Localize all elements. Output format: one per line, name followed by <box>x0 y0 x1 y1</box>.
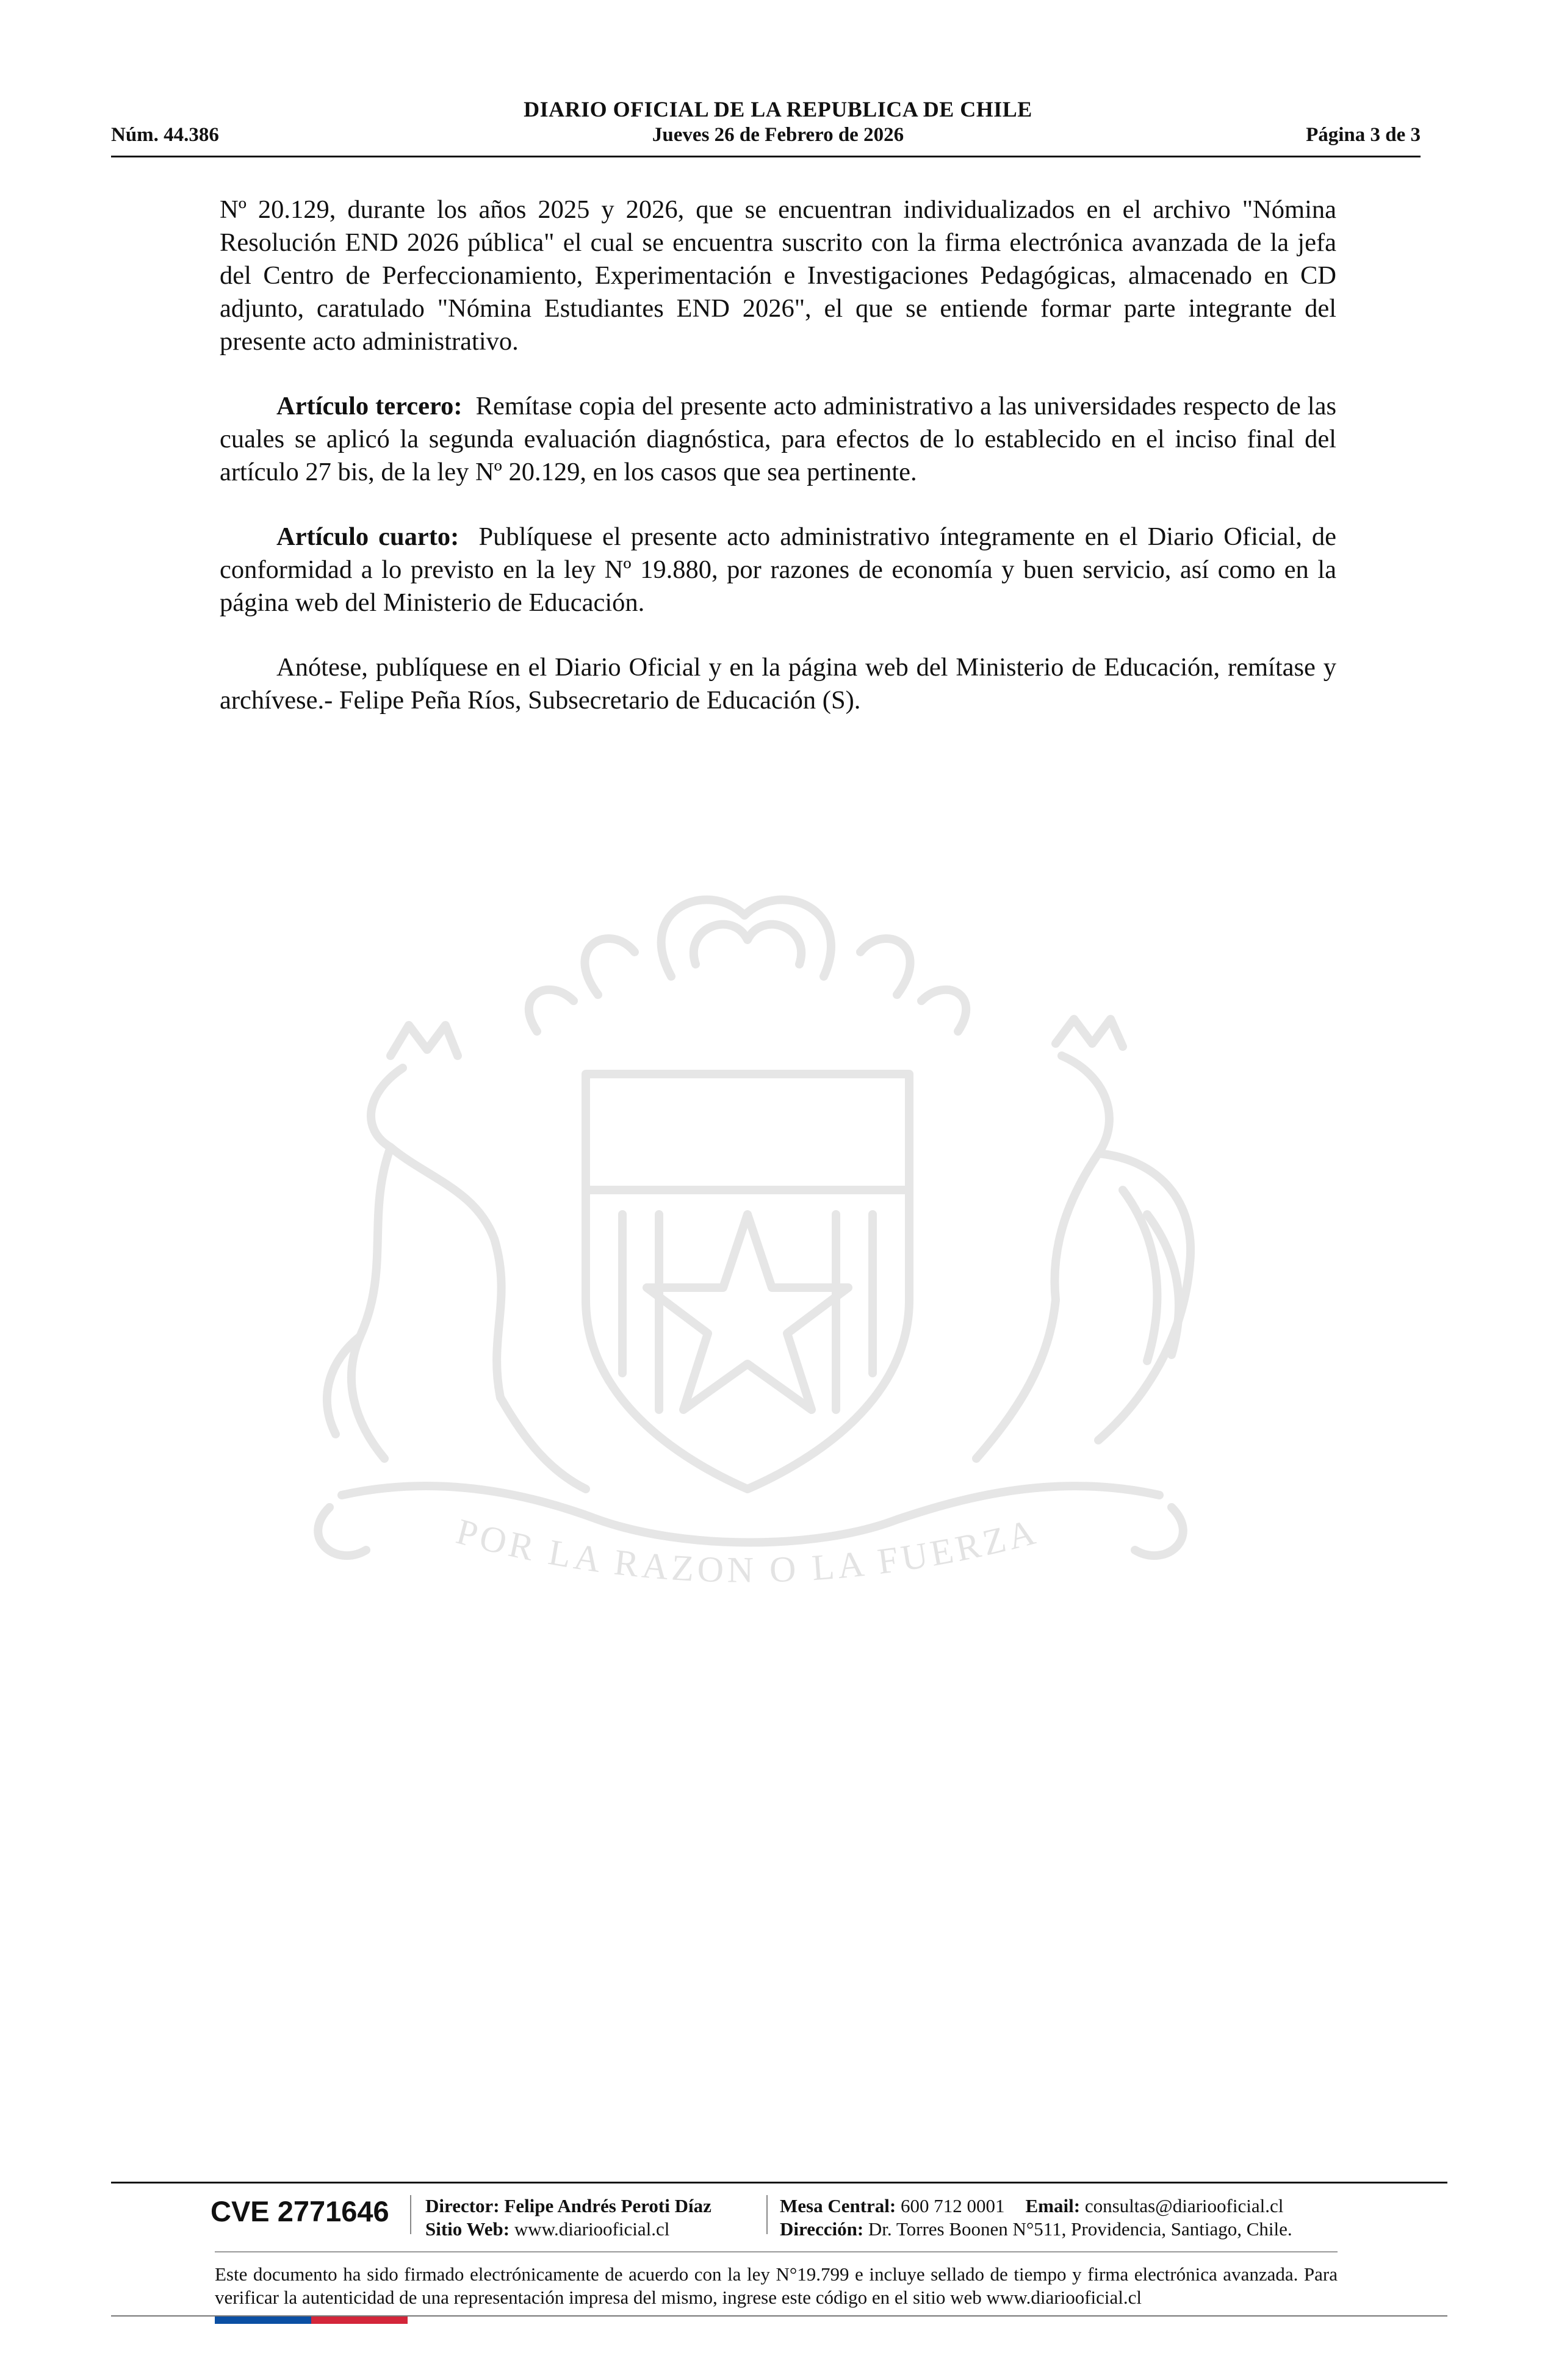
footer-divider-top <box>111 2182 1447 2183</box>
website-label: Sitio Web: <box>425 2218 510 2240</box>
article-third <box>220 390 1336 489</box>
article-fourth-label: Artículo cuarto: <box>276 522 459 551</box>
article-third-text: Remítase copia del presente acto administrativo a las universidades respecto de las cuales se aplicó la segunda evaluación diagnóstica, para efectos de lo establecido en el inciso final del artículo 27 bis, de la ley Nº 20.129, en los casos que sea pertinente. <box>220 392 1337 486</box>
footer-director-block <box>425 2194 711 2241</box>
newspaper-title: DIARIO OFICIAL DE LA REPUBLICA DE CHILE <box>524 97 1032 121</box>
issue-date: Jueves 26 de Febrero de 2026 <box>652 124 904 146</box>
watermark-motto: POR LA RAZON O LA FUERZA <box>452 1510 1043 1590</box>
document-body <box>220 193 1336 717</box>
flag-stripe-red <box>311 2317 408 2324</box>
header-divider <box>111 156 1421 157</box>
email-label: Email: <box>1025 2195 1081 2216</box>
page-indicator: Página 3 de 3 <box>1306 124 1421 146</box>
email-link[interactable]: consultas@diariooficial.cl <box>1084 2195 1284 2216</box>
footer-separator <box>410 2195 411 2234</box>
article-fourth-text: Publíquese el presente acto administrativo íntegramente en el Diario Oficial, de conformidad a lo previsto en la ley Nº 19.880, por razones de economía y buen servicio, así como en la página web del Ministerio de Educación. <box>220 522 1337 617</box>
footer-divider-middle <box>215 2251 1338 2252</box>
paragraph-continuation: Nº 20.129, durante los años 2025 y 2026, que se encuentran individualizados en el archivo "Nómina Resolución END 2026 pública" el cual se encuentra suscrito con la firma electrónica avanzada de la jefa del Centro de Perfeccionamiento, Experimentación e Investigaciones Pedagógicas, almacenado en CD adjunto, caratulado "Nómina Estudiantes END 2026", el que se entiende formar parte integrante del presente acto administrativo. <box>220 195 1336 356</box>
director-name: Felipe Andrés Peroti Díaz <box>504 2195 711 2216</box>
director-label: Director: <box>425 2195 500 2216</box>
phone-number: 600 712 0001 <box>901 2195 1005 2216</box>
issue-number: Núm. 44.386 <box>111 124 219 146</box>
footer-separator <box>766 2195 768 2234</box>
coat-of-arms-watermark <box>207 873 1300 1666</box>
cve-code: CVE 2771646 <box>211 2195 389 2227</box>
address-label: Dirección: <box>780 2218 864 2240</box>
electronic-signature-note: Este documento ha sido firmado electrónicamente de acuerdo con la ley N°19.799 e incluye sellado de tiempo y firma electrónica avanzada. Para verificar la autenticidad de una representación impresa del mismo, ingrese este código en el sitio web www.diariooficial.cl <box>215 2263 1338 2308</box>
phone-label: Mesa Central: <box>780 2195 896 2216</box>
footer-contact-block <box>780 2194 1292 2241</box>
address-text: Dr. Torres Boonen N°511, Providencia, Santiago, Chile. <box>868 2218 1292 2240</box>
flag-stripe-blue <box>215 2317 311 2324</box>
website-link[interactable]: www.diariooficial.cl <box>514 2218 670 2240</box>
closing-paragraph: Anótese, publíquese en el Diario Oficial y en la página web del Ministerio de Educación, remítase y archívese.- Felipe Peña Ríos, Subsecretario de Educación (S). <box>220 653 1336 715</box>
article-third-label: Artículo tercero: <box>276 392 463 420</box>
article-fourth <box>220 521 1336 619</box>
